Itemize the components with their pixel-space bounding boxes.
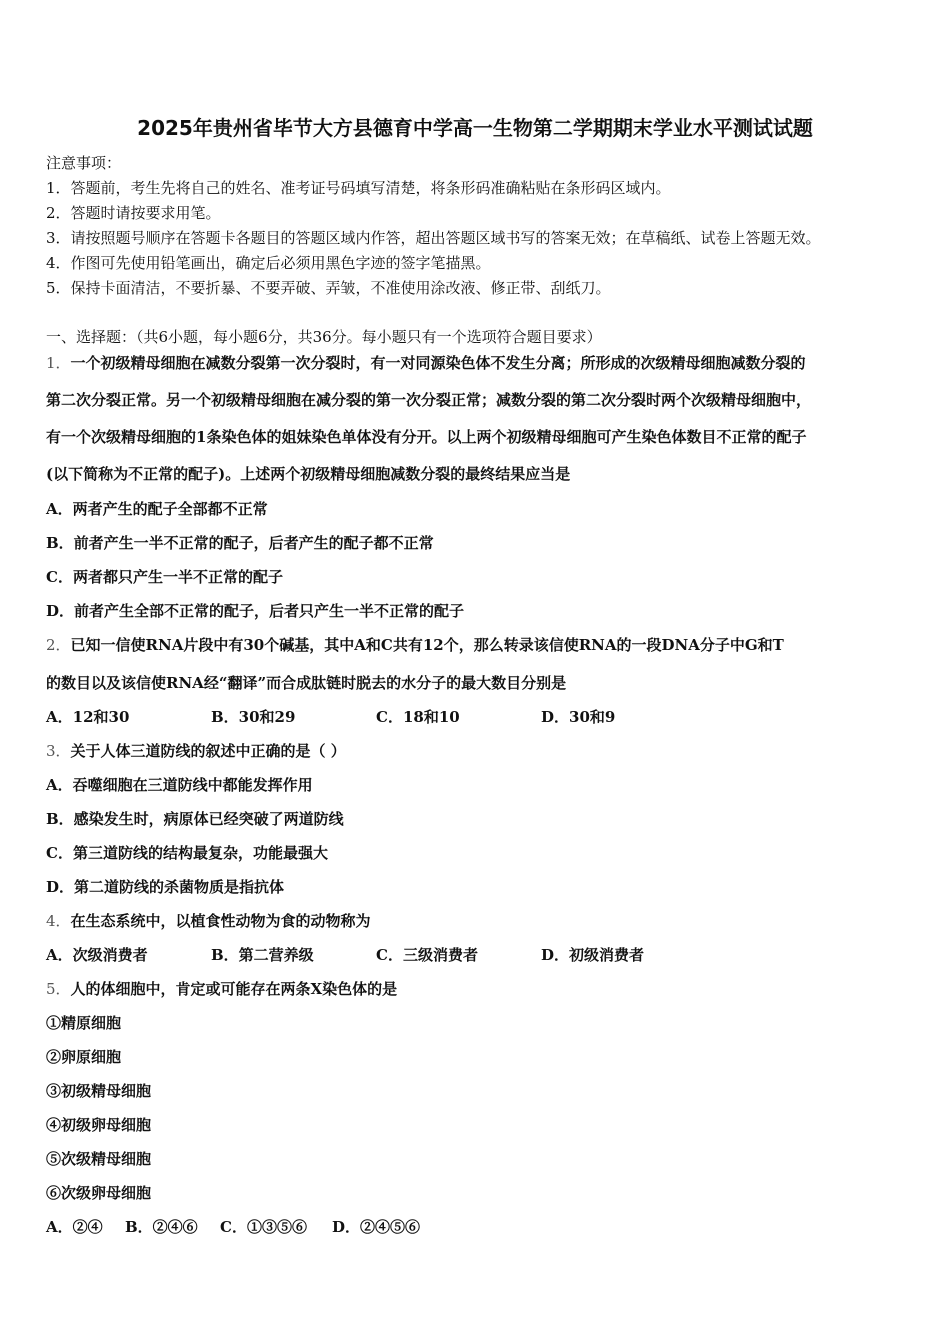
notes-heading: 注意事项： <box>46 154 122 172</box>
question-3 <box>46 740 346 761</box>
option-a: A．吞噬细胞在三道防线中都能发挥作用 <box>46 776 313 794</box>
question-text: 一个初级精母细胞在减数分裂第一次分裂时，有一对同源染色体不发生分离；所形成的次级精母细胞减数分裂的 <box>70 354 806 372</box>
question-text: 人的体细胞中，肯定或可能存在两条X染色体的是 <box>70 980 398 998</box>
question-text: 第二次分裂正常。另一个初级精母细胞在减分裂的第一次分裂正常；减数分裂的第二次分裂时两个次级精母细胞中， <box>46 391 812 409</box>
question-text: 的数目以及该信使RNA经“翻译”而合成肽链时脱去的水分子的最大数目分别是 <box>46 674 567 692</box>
option-a: A．12和30 <box>46 708 130 726</box>
list-item: ①精原细胞 <box>46 1014 122 1032</box>
option-d: D．30和9 <box>541 708 616 726</box>
option-d: D．②④⑤⑥ <box>332 1218 421 1236</box>
question-4 <box>46 910 371 931</box>
question-number: 5． <box>46 980 71 998</box>
note-item: 2．答题时请按要求用笔。 <box>46 204 221 222</box>
question-text: 有一个次级精母细胞的1条染色体的姐妹染色单体没有分开。以上两个初级精母细胞可产生染色体数目不正常的配子 <box>46 428 807 446</box>
option-a: A．②④ <box>46 1218 103 1236</box>
note-item: 4．作图可先使用铅笔画出，确定后必须用黑色字迹的签字笔描黑。 <box>46 254 491 272</box>
option-b: B．②④⑥ <box>125 1218 198 1236</box>
question-number: 2． <box>46 636 71 654</box>
list-item: ⑤次级精母细胞 <box>46 1150 152 1168</box>
option-c: C．①③⑤⑥ <box>220 1218 307 1236</box>
question-text: (以下简称为不正常的配子)。上述两个初级精母细胞减数分裂的最终结果应当是 <box>46 465 571 483</box>
question-text: 已知一信使RNA片段中有30个碱基，其中A和C共有12个，那么转录该信使RNA的一段DNA分子中G和T <box>70 636 784 654</box>
question-number: 4． <box>46 912 71 930</box>
option-b: B．30和29 <box>211 708 296 726</box>
question-5 <box>46 978 397 999</box>
option-a: A．两者产生的配子全部都不正常 <box>46 500 268 518</box>
option-b: B．前者产生一半不正常的配子，后者产生的配子都不正常 <box>46 534 434 552</box>
option-b: B．感染发生时，病原体已经突破了两道防线 <box>46 810 344 828</box>
option-c: C．第三道防线的结构最复杂，功能最强大 <box>46 844 328 862</box>
section-heading: 一、选择题：（共6小题，每小题6分，共36分。每小题只有一个选项符合题目要求） <box>46 328 602 346</box>
question-1 <box>46 352 806 373</box>
option-c: C．三级消费者 <box>376 946 478 964</box>
option-c: C．两者都只产生一半不正常的配子 <box>46 568 283 586</box>
page-title: 2025年贵州省毕节大方县德育中学高一生物第二学期期末学业水平测试试题 <box>137 116 813 140</box>
option-a: A．次级消费者 <box>46 946 148 964</box>
option-d: D．前者产生全部不正常的配子，后者只产生一半不正常的配子 <box>46 602 465 620</box>
note-item: 5．保持卡面清洁，不要折暴、不要弄破、弄皱，不准使用涂改液、修正带、刮纸刀。 <box>46 279 611 297</box>
list-item: ⑥次级卵母细胞 <box>46 1184 152 1202</box>
option-d: D．初级消费者 <box>541 946 645 964</box>
list-item: ②卵原细胞 <box>46 1048 122 1066</box>
option-b: B．第二营养级 <box>211 946 314 964</box>
question-text: 关于人体三道防线的叙述中正确的是（ ） <box>70 742 346 760</box>
option-c: C．18和10 <box>376 708 460 726</box>
question-2 <box>46 634 784 655</box>
note-item: 3．请按照题号顺序在答题卡各题目的答题区域内作答，超出答题区域书写的答案无效；在草稿纸、试卷上答题无效。 <box>46 229 821 247</box>
list-item: ④初级卵母细胞 <box>46 1116 152 1134</box>
list-item: ③初级精母细胞 <box>46 1082 152 1100</box>
question-text: 在生态系统中，以植食性动物为食的动物称为 <box>70 912 371 930</box>
question-number: 3． <box>46 742 71 760</box>
option-d: D．第二道防线的杀菌物质是指抗体 <box>46 878 285 896</box>
note-item: 1．答题前，考生先将自己的姓名、准考证号码填写清楚，将条形码准确粘贴在条形码区域内。 <box>46 179 671 197</box>
question-number: 1． <box>46 354 71 372</box>
